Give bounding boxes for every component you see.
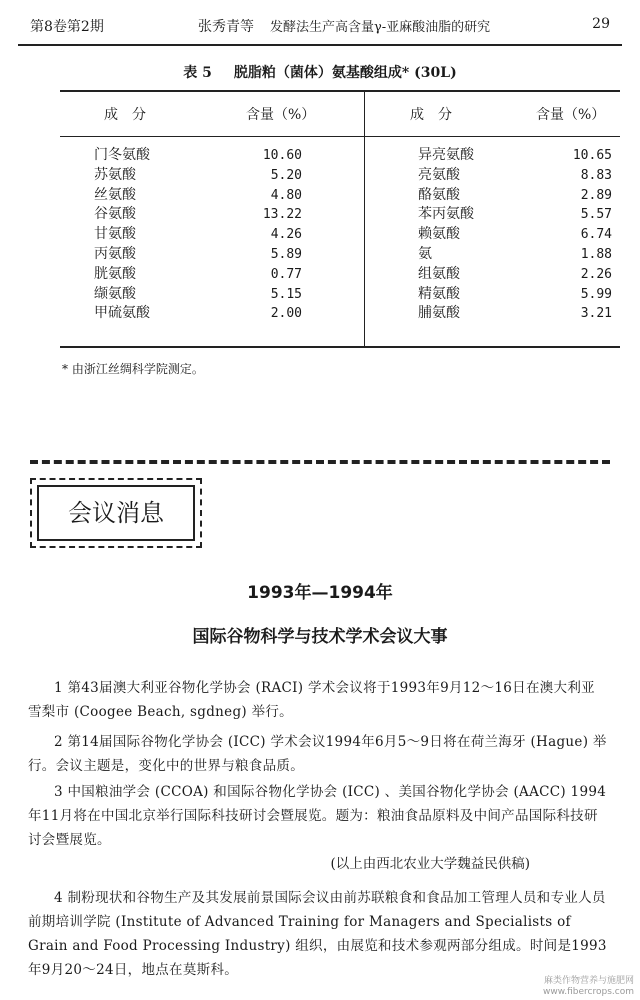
news-item-4: 4 制粉现状和谷物生产及其发展前景国际会议由前苏联粮食和食品加工管理人员和专业人员前期培训学院 (Institute of Advanced Training for Managers and Specialists of Grain and Food Processing Industry) 组织，由展览和技术参观两部分组成。时间是1993年9月20～24日，地点在莫斯科。 — [28, 890, 607, 978]
col-header-name-right: 成 分 — [410, 107, 452, 123]
meeting-news-box — [30, 478, 202, 548]
amino-acid-name: 谷氨酸 — [94, 206, 136, 223]
amino-acid-name: 组氨酸 — [418, 265, 460, 282]
amino-acid-content: 1.88 — [580, 247, 612, 262]
table-row — [0, 146, 640, 165]
col-header-name-left: 成 分 — [104, 107, 146, 123]
amino-acid-name: 缬氨酸 — [94, 285, 136, 302]
section-separator — [30, 460, 610, 464]
amino-acid-content: 6.74 — [580, 227, 612, 243]
col-header-value-left: 含量（%） — [246, 107, 316, 123]
table-top-rule — [60, 90, 620, 92]
amino-acid-name: 甲硫氨酸 — [94, 305, 150, 322]
table-footnote: * 由浙江丝绸科学院测定。 — [62, 362, 204, 376]
amino-acid-content: 10.60 — [262, 148, 302, 163]
table-caption — [0, 62, 640, 82]
running-title: 发酵法生产高含量γ-亚麻酸油脂的研究 — [270, 20, 491, 35]
amino-acid-content: 2.26 — [580, 266, 612, 282]
amino-acid-content: 3.21 — [580, 306, 612, 322]
amino-acid-name: 甘氨酸 — [94, 226, 136, 243]
amino-acid-name: 亮氨酸 — [418, 166, 460, 183]
table-row — [0, 285, 640, 304]
news-credit: (以上由西北农业大学魏益民供稿) — [330, 856, 530, 872]
col-header-value-right: 含量（%） — [536, 107, 606, 123]
news-title: 国际谷物科学与技术学术会议大事 — [192, 627, 448, 647]
site-watermark — [543, 976, 634, 998]
table-bottom-rule — [60, 346, 620, 348]
amino-acid-name: 丙氨酸 — [94, 246, 136, 262]
amino-acid-content: 2.00 — [270, 306, 302, 322]
table-title: 脱脂粕（菌体）氨基酸组成* (30L) — [233, 65, 457, 81]
amino-acid-content: 5.89 — [270, 247, 302, 262]
table-row — [0, 186, 640, 205]
page-number: 29 — [592, 16, 610, 32]
table-label: 表 5 — [183, 65, 212, 81]
meeting-news-label: 会议消息 — [37, 485, 195, 541]
table-row — [0, 265, 640, 284]
amino-acid-content: 8.83 — [580, 167, 612, 183]
amino-acid-content: 4.80 — [270, 187, 302, 203]
table-row — [0, 225, 640, 244]
news-item-2: 2 第14届国际谷物化学协会 (ICC) 学术会议1994年6月5～9日将在荷兰海牙 (Hague) 举行。会议主题是，变化中的世界与粮食品质。 — [28, 734, 607, 774]
amino-acid-name: 苯丙氨酸 — [418, 206, 474, 223]
news-item-1: 1 第43届澳大利亚谷物化学协会 (RACI) 学术会议将于1993年9月12～16日在澳大利亚雪梨市 (Coogee Beach, sgdneg) 举行。 — [28, 680, 595, 720]
amino-acid-content: 2.89 — [580, 187, 612, 203]
amino-acid-content: 5.20 — [270, 167, 302, 183]
amino-acid-name: 胱氨酸 — [94, 265, 136, 282]
amino-acid-name: 酪氨酸 — [418, 186, 460, 203]
amino-acid-name: 赖氨酸 — [418, 226, 460, 243]
amino-acid-name: 丝氨酸 — [94, 186, 136, 203]
table-header-rule — [60, 136, 620, 137]
table-row — [0, 166, 640, 185]
amino-acid-content: 4.26 — [270, 227, 302, 243]
amino-acid-content: 0.77 — [270, 266, 302, 282]
amino-acid-name: 异亮氨酸 — [418, 147, 474, 163]
amino-acid-name: 脯氨酸 — [418, 305, 460, 322]
amino-acid-content: 13.22 — [262, 207, 302, 223]
amino-acid-name: 精氨酸 — [418, 285, 460, 302]
amino-acid-content: 5.99 — [580, 286, 612, 302]
table-row — [0, 245, 640, 264]
table-row — [0, 304, 640, 323]
watermark-line-2: www.fibercrops.com — [543, 987, 634, 997]
news-years: 1993年—1994年 — [247, 583, 393, 603]
journal-issue: 第8卷第2期 — [30, 19, 104, 35]
amino-acid-name: 苏氨酸 — [94, 166, 136, 183]
running-header — [0, 0, 640, 44]
watermark-line-1: 麻类作物营养与施肥网 — [543, 976, 634, 986]
amino-acid-content: 5.15 — [270, 286, 302, 302]
running-authors: 张秀青等 — [198, 19, 254, 35]
header-rule — [18, 44, 622, 46]
news-item-3: 3 中国粮油学会 (CCOA) 和国际谷物化学协会 (ICC) 、美国谷物化学协会 (AACC) 1994年11月将在中国北京举行国际科技研讨会暨展览。题为：粮油食品原料及中间产品国际科技研讨会暨展览。 — [28, 784, 607, 848]
amino-acid-content: 10.65 — [572, 148, 612, 163]
amino-acid-content: 5.57 — [580, 207, 612, 223]
amino-acid-name: 门冬氨酸 — [94, 147, 150, 163]
amino-acid-name: 氨 — [418, 246, 432, 262]
table-row — [0, 205, 640, 224]
